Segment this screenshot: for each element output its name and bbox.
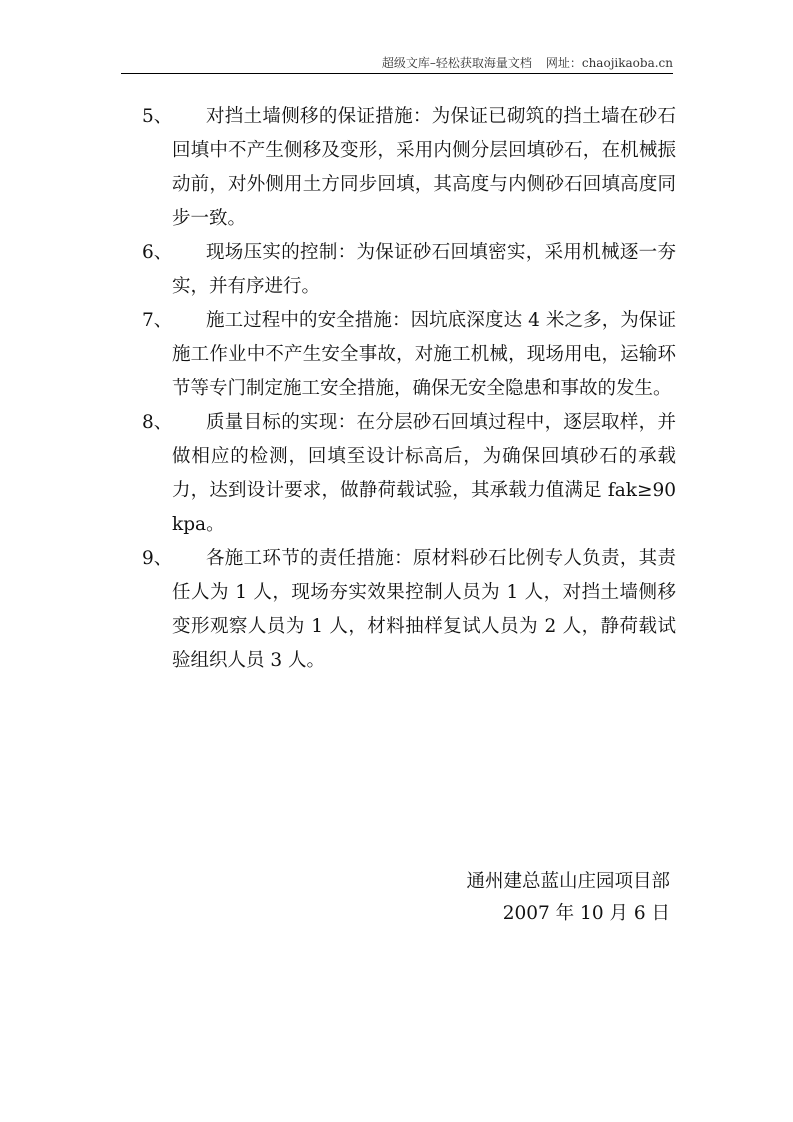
item-number: 6、	[142, 242, 173, 263]
list-item	[142, 100, 676, 236]
item-number: 9、	[142, 548, 173, 569]
item-number: 5、	[142, 106, 173, 127]
list-item	[142, 304, 676, 406]
item-number: 7、	[142, 310, 173, 331]
item-text: 质量目标的实现：在分层砂石回填过程中，逐层取样，并做相应的检测，回填至设计标高后，为确保回填砂石的承载力，达到设计要求，做静荷载试验，其承载力值满足 fak≥90kpa。	[172, 412, 676, 535]
document-body	[142, 100, 676, 678]
list-item	[142, 406, 676, 542]
signature-block	[466, 866, 670, 930]
list-item	[142, 542, 676, 678]
item-number: 8、	[142, 412, 173, 433]
item-text: 施工过程中的安全措施：因坑底深度达 4 米之多，为保证施工作业中不产生安全事故，对施工机械，现场用电，运输环节等专门制定施工安全措施，确保无安全隐患和事故的发生。	[172, 310, 676, 399]
page-header	[382, 54, 673, 71]
item-text: 对挡土墙侧移的保证措施：为保证已砌筑的挡土墙在砂石回填中不产生侧移及变形，采用内侧分层回填砂石，在机械振动前，对外侧用土方同步回填，其高度与内侧砂石回填高度同步一致。	[172, 106, 676, 229]
list-item	[142, 236, 676, 304]
header-url: 网址：chaojikaoba.cn	[545, 56, 673, 70]
header-divider	[121, 73, 673, 74]
signature-organization: 通州建总蓝山庄园项目部	[466, 871, 670, 892]
item-text: 各施工环节的责任措施：原材料砂石比例专人负责，其责任人为 1 人，现场夯实效果控制人员为 1 人，对挡土墙侧移变形观察人员为 1 人，材料抽样复试人员为 2 人，静荷载试验组织人员 3 人。	[172, 548, 676, 671]
header-library-text: 超级文库–轻松获取海量文档	[381, 56, 532, 70]
item-text: 现场压实的控制：为保证砂石回填密实，采用机械逐一夯实，并有序进行。	[172, 242, 676, 297]
signature-date: 2007 年 10 月 6 日	[502, 903, 670, 924]
